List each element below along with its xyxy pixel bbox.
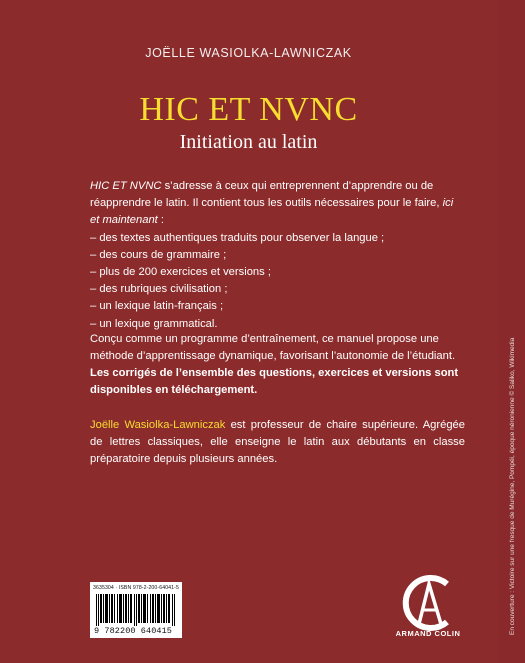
list-item: – des textes authentiques traduits pour observer la langue ; — [90, 231, 385, 244]
author-heading: JOËLLE WASIOLKA-LAWNICZAK — [145, 46, 352, 60]
barcode — [90, 582, 182, 638]
intro-colon: : — [157, 214, 165, 227]
intro-paragraph — [90, 178, 465, 333]
list-item: – un lexique latin-français ; — [90, 300, 224, 313]
barcode-bars — [96, 594, 176, 626]
intro-title: HIC ET NVNC — [90, 180, 162, 192]
list-item: – un lexique grammatical. — [90, 317, 218, 330]
intro-italic-phrase: ici et maintenant — [90, 197, 454, 227]
author-bio — [90, 417, 465, 469]
download-paragraph: Les corrigés de l’ensemble des questions, exercices et versions sont disponibles en téléchargement. — [90, 367, 459, 397]
armand-colin-logo-icon — [395, 570, 460, 650]
list-item: – des cours de grammaire ; — [90, 248, 227, 261]
intro-text: s’adresse à ceux qui entreprennent d’apprendre ou de réapprendre le latin. Il contient tous les outils nécessaires pour le faire, — [90, 180, 443, 210]
isbn-text: 3635304 · ISBN 978-2-200-64041-5 — [93, 585, 179, 591]
barcode-digits: 9 782200 640415 — [94, 626, 173, 636]
publisher-name: ARMAND COLIN — [395, 629, 461, 638]
list-item: – des rubriques civilisation ; — [90, 283, 228, 296]
author-bio-text: est professeur de chaire supérieure. Agrégée de lettres classiques, elle enseigne le latin aux débutants en classe préparatoire depuis plusieurs années. — [90, 419, 465, 466]
list-item: – plus de 200 exercices et versions ; — [90, 266, 271, 279]
method-paragraph: Conçu comme un programme d’entraînement, ce manuel propose une méthode d’apprentissage dynamique, favorisant l’autonomie de l’étudiant. — [90, 333, 456, 363]
author-bio-name: Joëlle Wasiolka-Lawniczak — [90, 419, 226, 431]
book-subtitle: Initiation au latin — [179, 131, 318, 153]
book-title: HIC ET NVNC — [139, 91, 358, 128]
cover-credit: En couverture : Victoire sur une fresque de Murégine, Pompéi, époque néronienne © Saliko, Wikimedia — [509, 337, 516, 635]
